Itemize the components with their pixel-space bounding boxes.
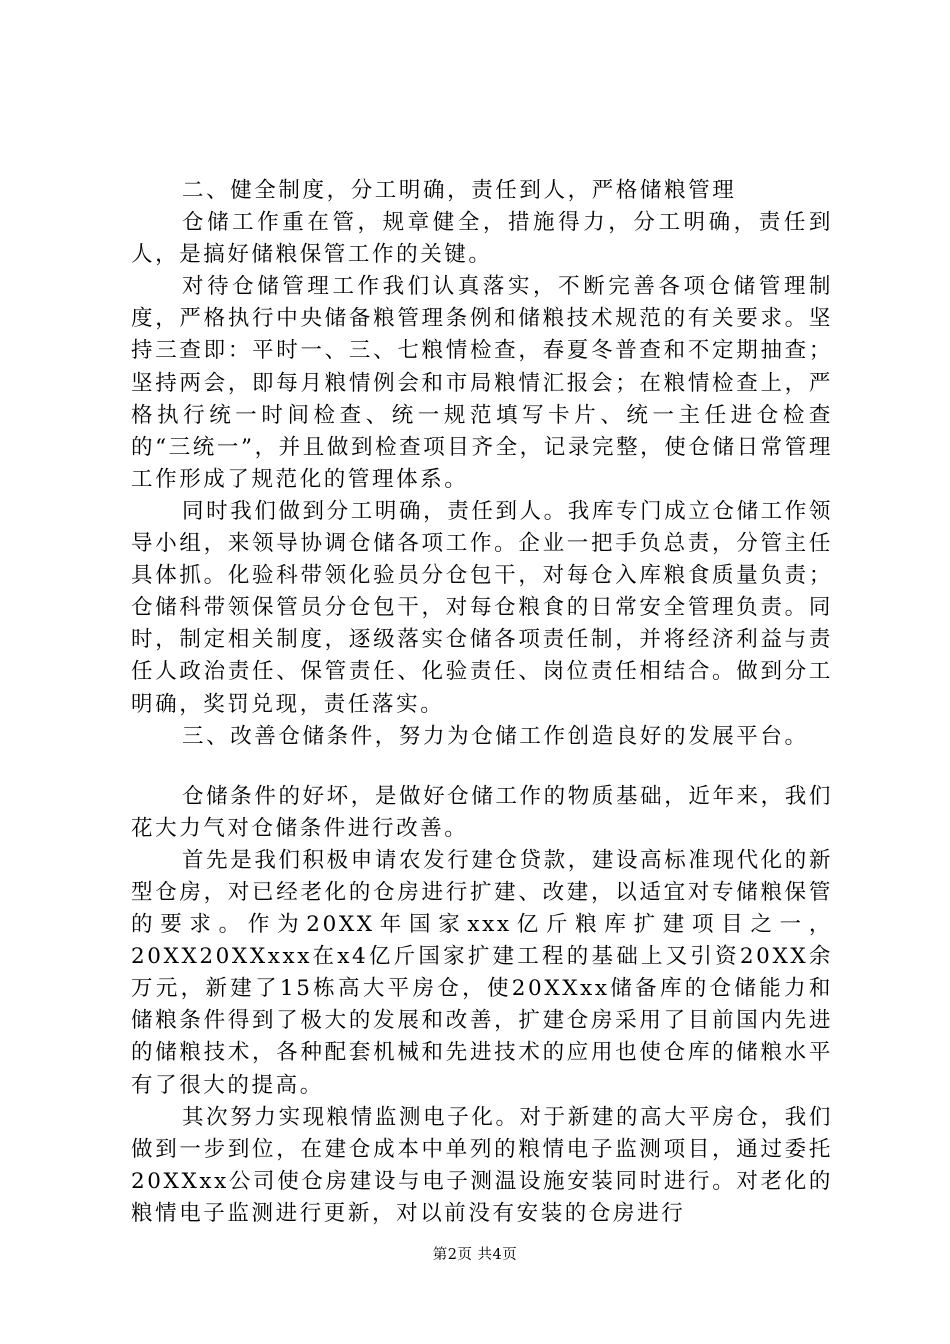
paragraph: 其次努力实现粮情监测电子化。对于新建的高大平房仓，我们做到一步到位，在建仓成本中单列的粮情电子监测项目，通过委托20XXxx公司使仓房建设与电子测温设施安装同时进行。对老化的粮情电子监测进行更新，对以前没有安装的仓房进行 bbox=[131, 1104, 833, 1226]
paragraph: 对待仓储管理工作我们认真落实，不断完善各项仓储管理制度，严格执行中央储备粮管理条例和储粮技术规范的有关要求。坚持三查即：平时一、三、七粮情检查，春夏冬普查和不定期抽查；坚持两会，即每月粮情例会和市局粮情汇报会；在粮情检查上，严格执行统一时间检查、统一规范填写卡片、统一主任进仓检查的“三统一”，并且做到检查项目齐全，记录完整，使仓储日常管理工作形成了规范化的管理体系。 bbox=[131, 274, 833, 492]
paragraph: 首先是我们积极申请农发行建仓贷款，建设高标准现代化的新型仓房，对已经老化的仓房进行扩建、改建，以适宜对专储粮保管的要求。作为20XX年国家xxx亿斤粮库扩建项目之一，20XX20XXxxx在x4亿斤国家扩建工程的基础上又引资20XX余万元，新建了15栋高大平房仓，使20XXxx储备库的仓储能力和储粮条件得到了极大的发展和改善，扩建仓房采用了目前国内先进的储粮技术，各种配套机械和先进技术的应用也使仓库的储粮水平有了很大的提高。 bbox=[131, 847, 833, 1098]
paragraph-spacer bbox=[131, 753, 833, 781]
paragraph: 仓储条件的好坏，是做好仓储工作的物质基础，近年来，我们花大力气对仓储条件进行改善。 bbox=[131, 783, 833, 841]
paragraph: 同时我们做到分工明确，责任到人。我库专门成立仓储工作领导小组，来领导协调仓储各项工作。企业一把手负总责，分管主任具体抓。化验科带领化验员分仓包干，对每仓入库粮食质量负责；仓储科带领保管员分仓包干，对每仓粮食的日常安全管理负责。同时，制定相关制度，逐级落实仓储各项责任制，并将经济利益与责任人政治责任、保管责任、化验责任、岗位责任相结合。做到分工明确，奖罚兑现，责任落实。 bbox=[131, 498, 833, 717]
section-heading-2: 二、健全制度，分工明确，责任到人，严格储粮管理 bbox=[182, 178, 737, 203]
section-heading-3: 三、改善仓储条件，努力为仓储工作创造良好的发展平台。 bbox=[182, 723, 809, 749]
document-body bbox=[131, 175, 833, 1230]
paragraph: 仓储工作重在管，规章健全，措施得力，分工明确，责任到人，是搞好储粮保管工作的关键。 bbox=[131, 210, 833, 268]
page-footer: 第2页 共4页 bbox=[432, 1247, 518, 1263]
